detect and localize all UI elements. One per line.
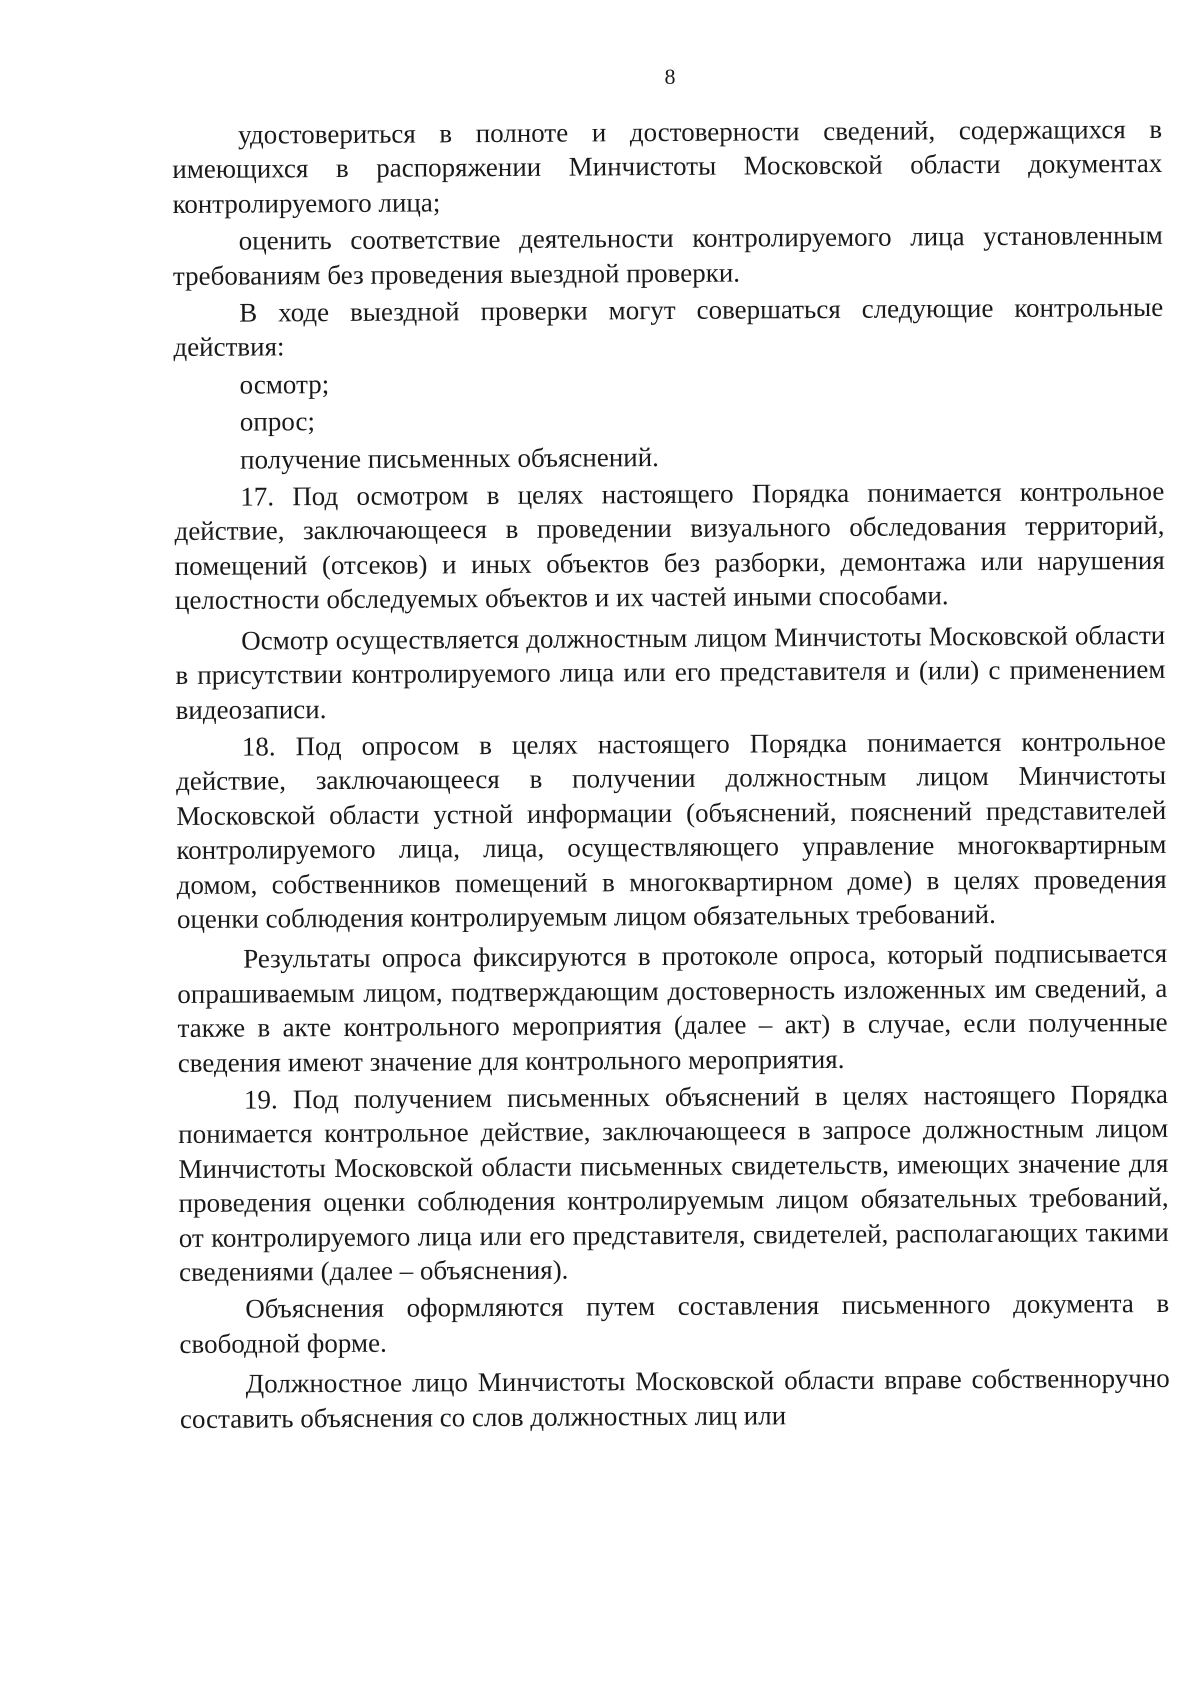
paragraph-verify-info: удостовериться в полноте и достоверности сведений, содержащихся в имеющихся в распоряжении Минчистоты Московской области документах контролируемого лица;	[172, 113, 1163, 219]
page-number: 8	[664, 64, 676, 89]
clause-17: 17. Под осмотром в целях настоящего Порядка понимается контрольное действие, заключающееся в проведении визуального обследования территорий, помещений (отсеков) и иных объектов без разборки, демонтажа или нарушения целостности обследуемых объектов и их частей иными способами.	[174, 476, 1165, 616]
paragraph-survey-results: Результаты опроса фиксируются в протоколе опроса, который подписывается опрашиваемым лицом, подтверждающим достоверность изложенных им сведений, а также в акте контрольного мероприятия (далее – акт) в случае, если полученные сведения имеют значение для контрольного мероприятия.	[177, 938, 1168, 1078]
document-body	[172, 112, 1170, 1439]
list-item-inspection: осмотр;	[239, 368, 330, 400]
paragraph-assess-compliance: оценить соответствие деятельности контролируемого лица установленным требованиям без проведения выездной проверки.	[172, 220, 1163, 291]
clause-18: 18. Под опросом в целях настоящего Порядка понимается контрольное действие, заключающееся в получении должностным лицом Минчистоты Московской области устной информации (объяснений, пояснений представителей контролируемого лица, лица, осуществляющего управление многоквартирным домом, собственников помещений в многоквартирном доме) в целях проведения оценки соблюдения контролируемым лицом обязательных требований.	[175, 725, 1167, 934]
paragraph-explanations-form: Объяснения оформляются путем составления письменного документа в свободной форме.	[179, 1288, 1170, 1359]
clause-19: 19. Под получением письменных объяснений в целях настоящего Порядка понимается контрольное действие, заключающееся в запросе должностным лицом Минчистоты Московской области письменных свидетельств, имеющих значение для проведения оценки соблюдения контролируемым лицом обязательных требований, от контролируемого лица или его представителя, свидетелей, располагающих такими сведениями (далее – объяснения).	[178, 1078, 1169, 1287]
list-item-survey: опрос;	[239, 406, 316, 437]
paragraph-inspection-performed: Осмотр осуществляется должностным лицом Минчистоты Московской области в присутствии контролируемого лица или его представителя и (или) с применением видеозаписи.	[175, 619, 1166, 725]
list-item-written-explanations: получение письменных объяснений.	[239, 441, 659, 475]
paragraph-official-may-compose: Должностное лицо Минчистоты Московской области вправе собственноручно составить объяснения со слов должностных лиц или	[179, 1363, 1170, 1434]
paragraph-control-actions-intro: В ходе выездной проверки могут совершаться следующие контрольные действия:	[173, 291, 1164, 363]
